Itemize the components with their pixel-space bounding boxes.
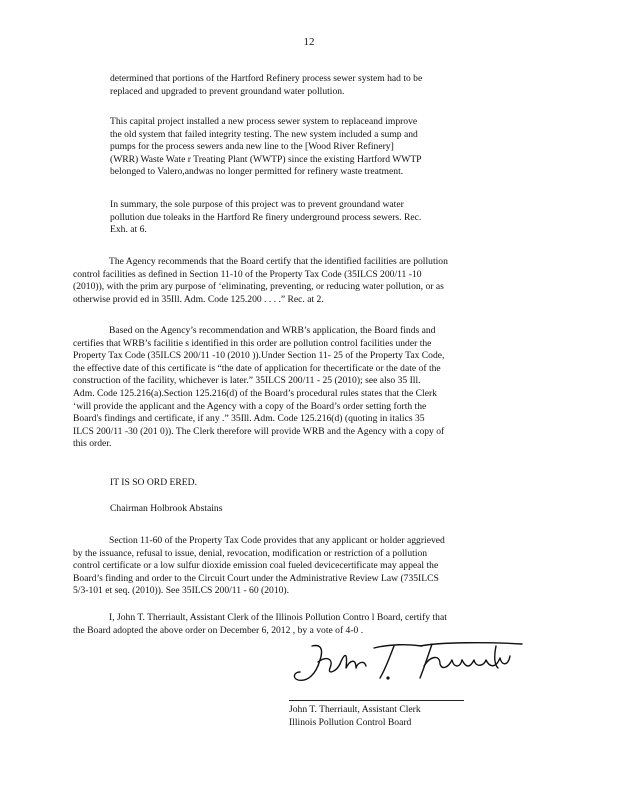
text-line: This capital project installed a new process sewer system to replaceand improve bbox=[110, 116, 418, 127]
appeal-paragraph bbox=[73, 535, 536, 598]
text-line: Board's findings and certificate, if any .” 35Ill. Adm. Code 125.216(d) (quoting in italics 35 bbox=[73, 413, 425, 425]
page-number: 12 bbox=[303, 36, 315, 48]
handwritten-signature bbox=[290, 638, 530, 688]
text-line: Board’s finding and order to the Circuit Court under the Administrative Review Law (735ILCS bbox=[73, 572, 439, 584]
text-line: Property Tax Code (35ILCS 200/11 -10 (2010 )).Under Section 11- 25 of the Property Tax Code, bbox=[73, 350, 445, 362]
text-line: this order. bbox=[73, 438, 112, 450]
text-line: the Board adopted the above order on December 6, 2012 , by a vote of 4-0 . bbox=[73, 624, 364, 636]
board-finding-paragraph bbox=[73, 325, 536, 451]
so-ordered-line: IT IS SO ORD ERED. bbox=[110, 477, 197, 488]
text-line: ILCS 200/11 -30 (201 0)). The Clerk therefore will provide WRB and the Agency with a copy of bbox=[73, 425, 445, 437]
quote-paragraph-1 bbox=[110, 73, 502, 98]
text-line: I, John T. Therriault, Assistant Clerk of the Illinois Pollution Contro l Board, certify that bbox=[109, 612, 447, 623]
text-line: control facilities as defined in Section 11-10 of the Property Tax Code (35ILCS 200/11 -10 bbox=[73, 268, 422, 280]
text-line: otherwise provid ed in 35Ill. Adm. Code 125.200 . . . .” Rec. at 2. bbox=[73, 293, 324, 305]
text-line: Exh. at 6. bbox=[110, 224, 147, 236]
agency-recommendation-paragraph bbox=[73, 256, 536, 306]
signatory-name-title: John T. Therriault, Assistant Clerk bbox=[289, 704, 421, 715]
text-line: 5/3-101 et seq. (2010)). See 35ILCS 200/11 - 60 (2010). bbox=[73, 585, 290, 597]
text-line: Adm. Code 125.216(a).Section 125.216(d) of the Board’s procedural rules states that the Clerk bbox=[73, 387, 437, 399]
text-line: (2010)), with the prim ary purpose of ‘eliminating, preventing, or reducing water pollution, or as bbox=[73, 281, 444, 293]
text-line: Based on the Agency’s recommendation and WRB’s application, the Board finds and bbox=[109, 325, 436, 336]
text-line: replaced and upgraded to prevent groundand water pollution. bbox=[110, 85, 345, 97]
quote-paragraph-3 bbox=[110, 199, 502, 237]
text-line: pollution due toleaks in the Hartford Re finery underground process sewers. Rec. bbox=[110, 211, 422, 223]
text-line: the effective date of this certificate is “the date of application for thecertificate or the date of the bbox=[73, 362, 441, 374]
text-line: Section 11-60 of the Property Tax Code provides that any applicant or holder aggrieved bbox=[109, 535, 445, 546]
text-line: In summary, the sole purpose of this project was to prevent groundand water bbox=[110, 199, 404, 210]
certification-paragraph bbox=[73, 612, 536, 637]
abstain-note: Chairman Holbrook Abstains bbox=[110, 503, 223, 514]
text-line: pumps for the process sewers anda new line to the [Wood River Refinery] bbox=[110, 141, 394, 153]
text-line: (WRR) Waste Wate r Treating Plant (WWTP) since the existing Hartford WWTP bbox=[110, 153, 422, 165]
signature-line bbox=[289, 700, 464, 701]
text-line: ‘will provide the applicant and the Agency with a copy of the Board’s order setting forth the bbox=[73, 400, 427, 412]
text-line: control certificate or a low sulfur dioxide emission coal fueled devicecertificate may appeal the bbox=[73, 560, 439, 572]
quote-paragraph-2 bbox=[110, 116, 502, 179]
text-line: the old system that failed integrity testing. The new system included a sump and bbox=[110, 128, 418, 140]
text-line: determined that portions of the Hartford Refinery process sewer system had to be bbox=[110, 73, 423, 84]
text-line: construction of the facility, whichever is later.” 35ILCS 200/11 - 25 (2010); see also 35 Ill. bbox=[73, 375, 421, 387]
text-line: certifies that WRB’s facilitie s identified in this order are pollution control facilities under the bbox=[73, 337, 432, 349]
text-line: belonged to Valero,andwas no longer permitted for refinery waste treatment. bbox=[110, 166, 404, 178]
text-line: by the issuance, refusal to issue, denial, revocation, modification or restriction of a pollution bbox=[73, 547, 428, 559]
signatory-organization: Illinois Pollution Control Board bbox=[289, 717, 412, 728]
text-line: The Agency recommends that the Board certify that the identified facilities are pollution bbox=[109, 256, 448, 267]
